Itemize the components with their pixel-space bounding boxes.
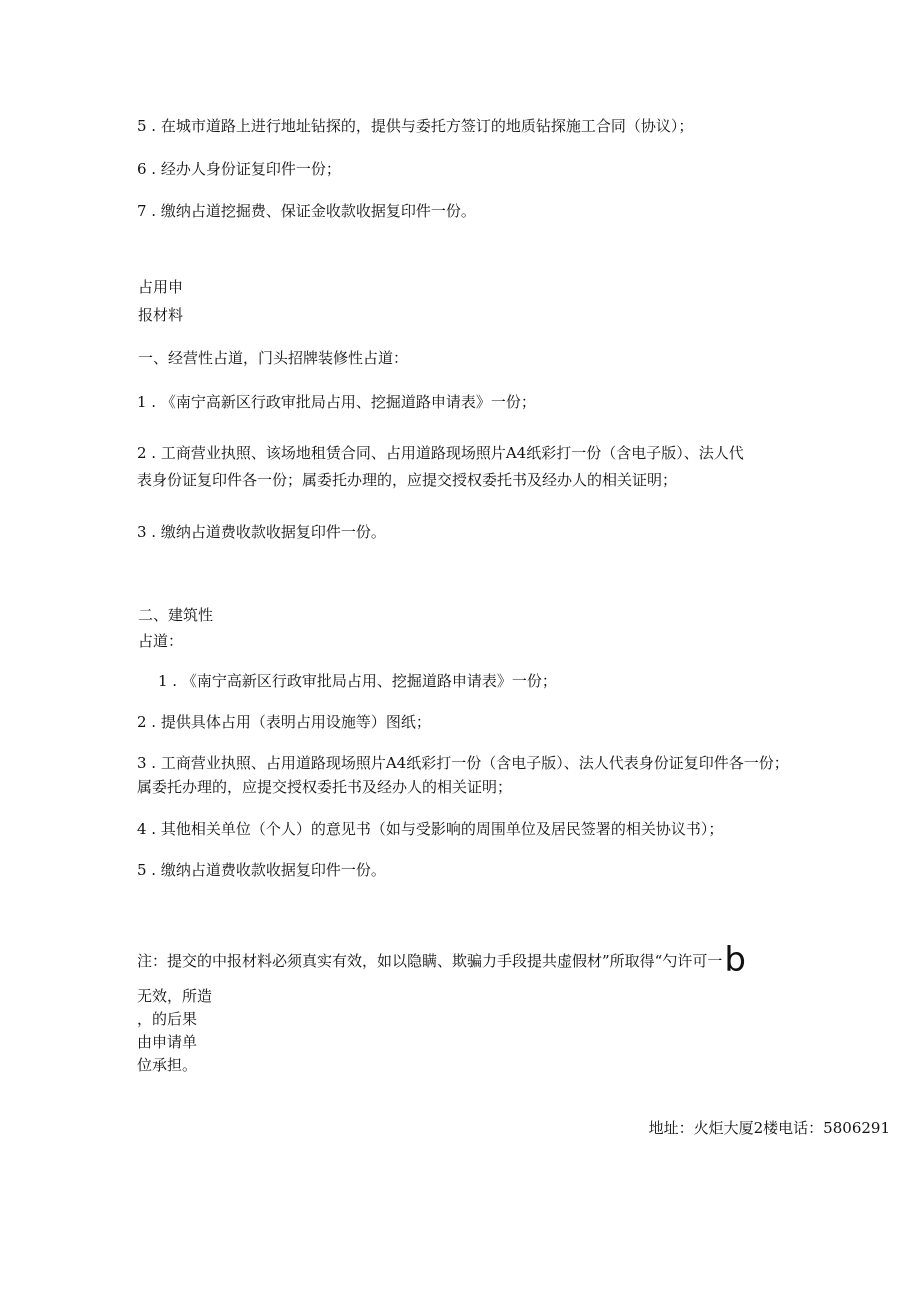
part2-item-1: 1 . 《南宁高新区行政审批局占用、挖掘道路申请表》一份； bbox=[158, 672, 557, 690]
note-line1-text: 注：提交的中报材料必须真实有效，如以隐瞒、欺骗力手段提共虚假材”所取得“勺许可一 bbox=[137, 952, 723, 970]
part1-item-1: 1 . 《南宁高新区行政审批局占用、挖掘道路申请表》一份； bbox=[137, 393, 536, 411]
part2-item-4: 4 . 其他相关单位（个人）的意见书（如与受影响的周围单位及居民签署的相关协议书）； bbox=[137, 820, 724, 838]
prev-item-5: 5 . 在城市道路上进行地址钻探的，提供与委托方签订的地质钻探施工合同（协议）； bbox=[137, 117, 694, 135]
note-line1-tail: b bbox=[724, 940, 746, 980]
part1-item-3: 3 . 缴纳占道费收款收据复印件一份。 bbox=[137, 523, 386, 541]
part2-item-5: 5 . 缴纳占道费收款收据复印件一份。 bbox=[137, 861, 386, 879]
note-line2: 无效，所造 bbox=[137, 987, 213, 1005]
part1-title: 一、经营性占道，门头招牌装修性占道： bbox=[138, 349, 409, 367]
note-line3: ，的后果 bbox=[137, 1010, 198, 1028]
footer-address: 地址：火炬大厦2楼电话：5806291 bbox=[648, 1119, 890, 1137]
note-line5: 位承担。 bbox=[137, 1056, 198, 1074]
note-line1 bbox=[137, 938, 746, 980]
part1-item-2-line1: 2 . 工商营业执照、该场地租赁合同、占用道路现场照片A4纸彩打一份（含电子版）、法人代 bbox=[137, 444, 744, 462]
note-line4: 由申请单 bbox=[137, 1033, 198, 1051]
part2-title-line2: 占道： bbox=[138, 632, 184, 650]
part2-item-3-line1: 3 . 工商营业执照、占用道路现场照片A4纸彩打一份（含电子版）、法人代表身份证复印件各一份； bbox=[137, 754, 789, 772]
part1-item-2-line2: 表身份证复印件各一份；属委托办理的，应提交授权委托书及经办人的相关证明； bbox=[137, 471, 678, 489]
section-heading-line2: 报材料 bbox=[138, 306, 184, 324]
section-heading-line1: 占用申 bbox=[138, 278, 184, 296]
prev-item-7: 7 . 缴纳占道挖掘费、保证金收款收据复印件一份。 bbox=[137, 202, 476, 220]
part2-title-line1: 二、建筑性 bbox=[138, 606, 214, 624]
part2-item-3-line2: 属委托办理的，应提交授权委托书及经办人的相关证明； bbox=[137, 778, 513, 796]
prev-item-6: 6 . 经办人身份证复印件一份； bbox=[137, 160, 341, 178]
part2-item-2: 2 . 提供具体占用（表明占用设施等）图纸； bbox=[137, 713, 431, 731]
